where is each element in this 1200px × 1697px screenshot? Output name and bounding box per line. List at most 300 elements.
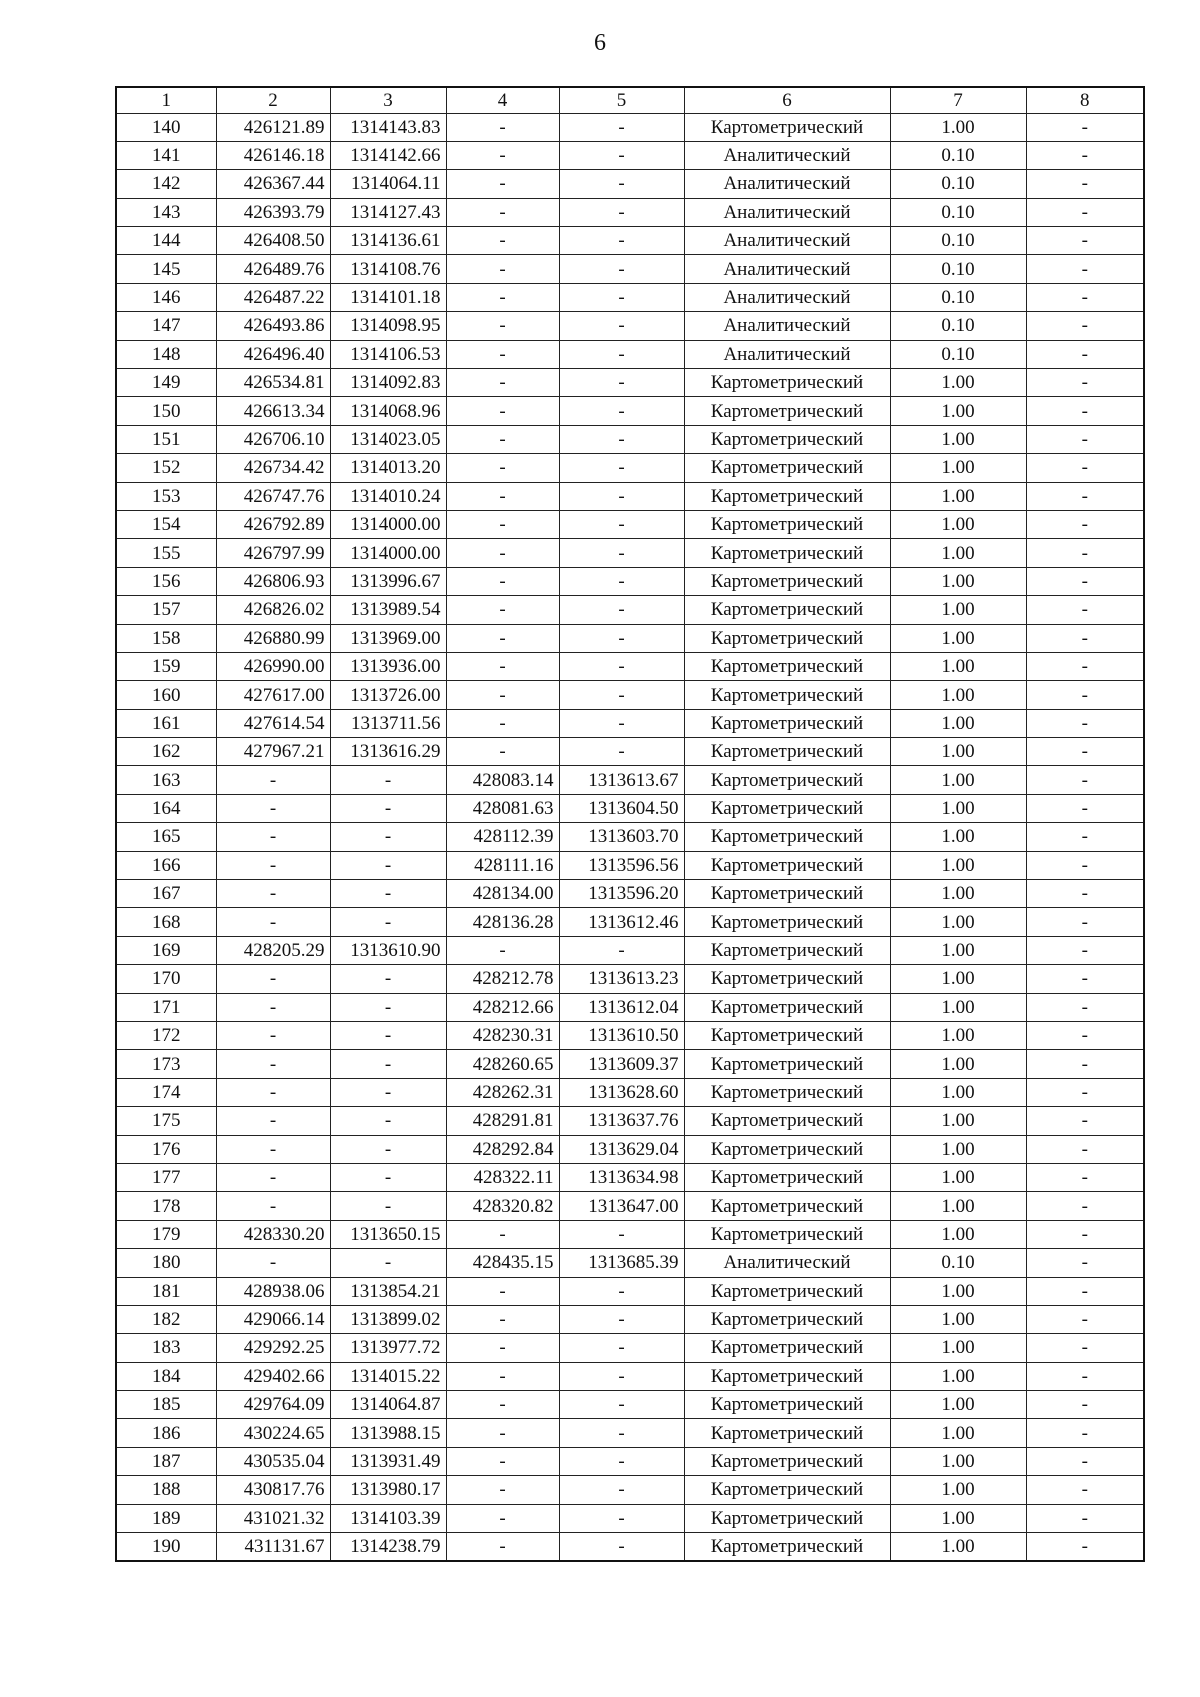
- cell-method: Картометрический: [684, 1078, 890, 1106]
- cell-x-coord-1: -: [216, 1249, 330, 1277]
- cell-x-coord-1: -: [216, 1078, 330, 1106]
- cell-y-coord-2: -: [559, 198, 684, 226]
- cell-x-coord-1: 426496.40: [216, 340, 330, 368]
- cell-x-coord-1: -: [216, 851, 330, 879]
- cell-y-coord-2: -: [559, 1334, 684, 1362]
- cell-x-coord-1: -: [216, 766, 330, 794]
- cell-y-coord-2: -: [559, 283, 684, 311]
- cell-method: Картометрический: [684, 1022, 890, 1050]
- cell-note: -: [1026, 482, 1144, 510]
- cell-x-coord-1: 429066.14: [216, 1305, 330, 1333]
- cell-x-coord-1: 427617.00: [216, 681, 330, 709]
- cell-x-coord-2: -: [446, 482, 559, 510]
- cell-note: -: [1026, 681, 1144, 709]
- cell-x-coord-1: -: [216, 908, 330, 936]
- table-row: [116, 766, 1144, 794]
- cell-note: -: [1026, 1050, 1144, 1078]
- cell-y-coord-1: 1314103.39: [330, 1504, 446, 1532]
- cell-accuracy: 1.00: [890, 851, 1026, 879]
- cell-x-coord-2: 428322.11: [446, 1163, 559, 1191]
- cell-method: Картометрический: [684, 1362, 890, 1390]
- cell-y-coord-2: -: [559, 141, 684, 169]
- table-row: [116, 567, 1144, 595]
- cell-point-number: 144: [116, 227, 216, 255]
- cell-y-coord-1: 1314015.22: [330, 1362, 446, 1390]
- cell-x-coord-2: 428083.14: [446, 766, 559, 794]
- cell-point-number: 167: [116, 880, 216, 908]
- page-number: 6: [594, 30, 606, 56]
- cell-accuracy: 0.10: [890, 227, 1026, 255]
- cell-x-coord-1: 426487.22: [216, 283, 330, 311]
- cell-y-coord-2: -: [559, 340, 684, 368]
- cell-y-coord-1: 1314238.79: [330, 1533, 446, 1561]
- table-row: [116, 170, 1144, 198]
- cell-x-coord-1: 430224.65: [216, 1419, 330, 1447]
- cell-note: -: [1026, 1163, 1144, 1191]
- cell-y-coord-1: 1313980.17: [330, 1476, 446, 1504]
- cell-point-number: 153: [116, 482, 216, 510]
- cell-point-number: 170: [116, 965, 216, 993]
- cell-accuracy: 1.00: [890, 624, 1026, 652]
- cell-accuracy: 1.00: [890, 596, 1026, 624]
- table-row: [116, 255, 1144, 283]
- table-row: [116, 510, 1144, 538]
- cell-accuracy: 1.00: [890, 766, 1026, 794]
- cell-point-number: 150: [116, 397, 216, 425]
- cell-accuracy: 1.00: [890, 1334, 1026, 1362]
- cell-note: -: [1026, 454, 1144, 482]
- table-row: [116, 1277, 1144, 1305]
- table-row: [116, 1533, 1144, 1561]
- column-header-1: 1: [116, 87, 216, 113]
- cell-x-coord-2: -: [446, 340, 559, 368]
- cell-accuracy: 1.00: [890, 425, 1026, 453]
- cell-y-coord-1: 1314142.66: [330, 141, 446, 169]
- cell-accuracy: 1.00: [890, 738, 1026, 766]
- cell-accuracy: 1.00: [890, 1163, 1026, 1191]
- cell-y-coord-1: 1314136.61: [330, 227, 446, 255]
- cell-accuracy: 1.00: [890, 369, 1026, 397]
- cell-y-coord-2: 1313596.20: [559, 880, 684, 908]
- cell-y-coord-1: -: [330, 1078, 446, 1106]
- cell-accuracy: 1.00: [890, 510, 1026, 538]
- table-row: [116, 283, 1144, 311]
- cell-y-coord-2: -: [559, 1305, 684, 1333]
- cell-point-number: 180: [116, 1249, 216, 1277]
- cell-accuracy: 1.00: [890, 1135, 1026, 1163]
- cell-y-coord-1: 1314000.00: [330, 510, 446, 538]
- cell-note: -: [1026, 510, 1144, 538]
- cell-note: -: [1026, 851, 1144, 879]
- cell-note: -: [1026, 965, 1144, 993]
- cell-method: Аналитический: [684, 170, 890, 198]
- cell-accuracy: 0.10: [890, 340, 1026, 368]
- table-row: [116, 113, 1144, 141]
- cell-method: Картометрический: [684, 652, 890, 680]
- cell-accuracy: 1.00: [890, 454, 1026, 482]
- cell-point-number: 158: [116, 624, 216, 652]
- column-header-2: 2: [216, 87, 330, 113]
- table-row: [116, 1163, 1144, 1191]
- cell-accuracy: 1.00: [890, 1419, 1026, 1447]
- cell-y-coord-2: -: [559, 312, 684, 340]
- cell-x-coord-2: 428230.31: [446, 1022, 559, 1050]
- table-row: [116, 1220, 1144, 1248]
- table-row: [116, 454, 1144, 482]
- cell-point-number: 160: [116, 681, 216, 709]
- cell-point-number: 183: [116, 1334, 216, 1362]
- cell-y-coord-2: -: [559, 1533, 684, 1561]
- cell-y-coord-2: -: [559, 227, 684, 255]
- cell-x-coord-1: 430817.76: [216, 1476, 330, 1504]
- cell-x-coord-2: -: [446, 283, 559, 311]
- cell-x-coord-2: -: [446, 255, 559, 283]
- cell-x-coord-2: -: [446, 1419, 559, 1447]
- cell-point-number: 152: [116, 454, 216, 482]
- cell-x-coord-2: -: [446, 1504, 559, 1532]
- cell-accuracy: 1.00: [890, 1220, 1026, 1248]
- cell-x-coord-1: -: [216, 794, 330, 822]
- cell-point-number: 161: [116, 709, 216, 737]
- cell-method: Картометрический: [684, 425, 890, 453]
- column-header-5: 5: [559, 87, 684, 113]
- cell-y-coord-1: -: [330, 880, 446, 908]
- table-row: [116, 908, 1144, 936]
- table-row: [116, 397, 1144, 425]
- cell-note: -: [1026, 283, 1144, 311]
- cell-accuracy: 1.00: [890, 397, 1026, 425]
- cell-x-coord-1: 426706.10: [216, 425, 330, 453]
- cell-method: Картометрический: [684, 1107, 890, 1135]
- cell-y-coord-1: -: [330, 1135, 446, 1163]
- cell-x-coord-1: 431131.67: [216, 1533, 330, 1561]
- cell-y-coord-1: 1314064.87: [330, 1391, 446, 1419]
- cell-point-number: 177: [116, 1163, 216, 1191]
- column-header-6: 6: [684, 87, 890, 113]
- cell-x-coord-1: -: [216, 1022, 330, 1050]
- cell-method: Аналитический: [684, 198, 890, 226]
- cell-y-coord-2: -: [559, 709, 684, 737]
- cell-y-coord-1: 1314010.24: [330, 482, 446, 510]
- cell-y-coord-2: 1313612.04: [559, 993, 684, 1021]
- cell-y-coord-1: -: [330, 823, 446, 851]
- cell-point-number: 154: [116, 510, 216, 538]
- cell-y-coord-1: -: [330, 1249, 446, 1277]
- cell-x-coord-1: 426493.86: [216, 312, 330, 340]
- cell-accuracy: 1.00: [890, 1192, 1026, 1220]
- cell-method: Картометрический: [684, 510, 890, 538]
- cell-x-coord-1: -: [216, 1107, 330, 1135]
- cell-y-coord-2: 1313634.98: [559, 1163, 684, 1191]
- cell-x-coord-2: 428262.31: [446, 1078, 559, 1106]
- cell-x-coord-1: 429292.25: [216, 1334, 330, 1362]
- cell-point-number: 156: [116, 567, 216, 595]
- cell-x-coord-1: 426393.79: [216, 198, 330, 226]
- table-row: [116, 1135, 1144, 1163]
- table-header-row: [116, 87, 1144, 113]
- cell-accuracy: 1.00: [890, 1305, 1026, 1333]
- cell-method: Картометрический: [684, 1220, 890, 1248]
- cell-y-coord-2: -: [559, 738, 684, 766]
- cell-y-coord-1: 1313977.72: [330, 1334, 446, 1362]
- cell-x-coord-1: -: [216, 965, 330, 993]
- cell-point-number: 149: [116, 369, 216, 397]
- cell-point-number: 169: [116, 936, 216, 964]
- table-row: [116, 965, 1144, 993]
- cell-method: Картометрический: [684, 1533, 890, 1561]
- cell-y-coord-1: 1313854.21: [330, 1277, 446, 1305]
- cell-y-coord-1: -: [330, 1163, 446, 1191]
- cell-x-coord-1: 426534.81: [216, 369, 330, 397]
- cell-point-number: 178: [116, 1192, 216, 1220]
- cell-point-number: 162: [116, 738, 216, 766]
- cell-note: -: [1026, 823, 1144, 851]
- cell-method: Картометрический: [684, 596, 890, 624]
- cell-method: Аналитический: [684, 227, 890, 255]
- cell-note: -: [1026, 198, 1144, 226]
- cell-x-coord-1: 426990.00: [216, 652, 330, 680]
- cell-point-number: 185: [116, 1391, 216, 1419]
- table-row: [116, 369, 1144, 397]
- table-row: [116, 1305, 1144, 1333]
- cell-note: -: [1026, 312, 1144, 340]
- cell-note: -: [1026, 567, 1144, 595]
- cell-method: Аналитический: [684, 312, 890, 340]
- cell-y-coord-1: 1314101.18: [330, 283, 446, 311]
- cell-y-coord-1: -: [330, 965, 446, 993]
- cell-y-coord-1: 1314068.96: [330, 397, 446, 425]
- cell-x-coord-2: -: [446, 198, 559, 226]
- cell-x-coord-1: 426792.89: [216, 510, 330, 538]
- cell-y-coord-1: 1313996.67: [330, 567, 446, 595]
- cell-y-coord-2: -: [559, 1476, 684, 1504]
- cell-x-coord-2: -: [446, 567, 559, 595]
- cell-point-number: 171: [116, 993, 216, 1021]
- table-row: [116, 1391, 1144, 1419]
- cell-method: Картометрический: [684, 709, 890, 737]
- cell-accuracy: 1.00: [890, 1362, 1026, 1390]
- cell-method: Картометрический: [684, 1135, 890, 1163]
- cell-y-coord-1: 1313650.15: [330, 1220, 446, 1248]
- table-row: [116, 936, 1144, 964]
- cell-accuracy: 1.00: [890, 652, 1026, 680]
- cell-note: -: [1026, 993, 1144, 1021]
- cell-point-number: 147: [116, 312, 216, 340]
- cell-method: Картометрический: [684, 454, 890, 482]
- cell-note: -: [1026, 425, 1144, 453]
- cell-point-number: 146: [116, 283, 216, 311]
- cell-point-number: 186: [116, 1419, 216, 1447]
- cell-y-coord-1: 1313616.29: [330, 738, 446, 766]
- cell-x-coord-2: -: [446, 141, 559, 169]
- cell-point-number: 181: [116, 1277, 216, 1305]
- cell-note: -: [1026, 1533, 1144, 1561]
- cell-method: Картометрический: [684, 936, 890, 964]
- cell-y-coord-2: -: [559, 936, 684, 964]
- cell-method: Картометрический: [684, 1476, 890, 1504]
- cell-x-coord-2: -: [446, 1476, 559, 1504]
- cell-y-coord-1: -: [330, 1107, 446, 1135]
- cell-y-coord-2: -: [559, 425, 684, 453]
- cell-method: Картометрический: [684, 1163, 890, 1191]
- cell-y-coord-2: -: [559, 170, 684, 198]
- cell-y-coord-1: 1314000.00: [330, 539, 446, 567]
- cell-y-coord-2: 1313610.50: [559, 1022, 684, 1050]
- cell-note: -: [1026, 794, 1144, 822]
- table-row: [116, 482, 1144, 510]
- cell-note: -: [1026, 1419, 1144, 1447]
- cell-x-coord-1: 427967.21: [216, 738, 330, 766]
- cell-method: Картометрический: [684, 851, 890, 879]
- cell-y-coord-1: 1314106.53: [330, 340, 446, 368]
- cell-y-coord-2: -: [559, 567, 684, 595]
- cell-y-coord-2: -: [559, 1447, 684, 1475]
- cell-note: -: [1026, 766, 1144, 794]
- cell-method: Картометрический: [684, 1334, 890, 1362]
- cell-note: -: [1026, 1107, 1144, 1135]
- cell-x-coord-1: 426489.76: [216, 255, 330, 283]
- column-header-8: 8: [1026, 87, 1144, 113]
- cell-y-coord-1: 1314013.20: [330, 454, 446, 482]
- cell-x-coord-2: -: [446, 652, 559, 680]
- cell-method: Картометрический: [684, 993, 890, 1021]
- cell-method: Картометрический: [684, 567, 890, 595]
- cell-note: -: [1026, 596, 1144, 624]
- cell-y-coord-2: -: [559, 1220, 684, 1248]
- table-row: [116, 794, 1144, 822]
- cell-note: -: [1026, 1305, 1144, 1333]
- table-row: [116, 993, 1144, 1021]
- cell-accuracy: 1.00: [890, 1107, 1026, 1135]
- cell-point-number: 148: [116, 340, 216, 368]
- cell-method: Картометрический: [684, 1504, 890, 1532]
- cell-y-coord-1: -: [330, 766, 446, 794]
- cell-accuracy: 1.00: [890, 709, 1026, 737]
- cell-x-coord-1: -: [216, 1135, 330, 1163]
- coordinates-table: [115, 86, 1145, 1562]
- cell-y-coord-1: 1314064.11: [330, 170, 446, 198]
- cell-note: -: [1026, 1504, 1144, 1532]
- cell-x-coord-1: 426613.34: [216, 397, 330, 425]
- table-row: [116, 738, 1144, 766]
- cell-point-number: 173: [116, 1050, 216, 1078]
- cell-y-coord-1: -: [330, 993, 446, 1021]
- cell-y-coord-2: -: [559, 1277, 684, 1305]
- table-row: [116, 1362, 1144, 1390]
- cell-accuracy: 1.00: [890, 1504, 1026, 1532]
- cell-y-coord-1: -: [330, 794, 446, 822]
- cell-y-coord-1: 1314092.83: [330, 369, 446, 397]
- cell-accuracy: 1.00: [890, 539, 1026, 567]
- cell-x-coord-1: 426146.18: [216, 141, 330, 169]
- cell-method: Аналитический: [684, 283, 890, 311]
- cell-y-coord-2: -: [559, 454, 684, 482]
- cell-x-coord-1: 428205.29: [216, 936, 330, 964]
- cell-accuracy: 1.00: [890, 880, 1026, 908]
- cell-point-number: 157: [116, 596, 216, 624]
- cell-method: Картометрический: [684, 1277, 890, 1305]
- cell-method: Картометрический: [684, 1050, 890, 1078]
- cell-accuracy: 1.00: [890, 1022, 1026, 1050]
- table-row: [116, 539, 1144, 567]
- cell-accuracy: 1.00: [890, 1447, 1026, 1475]
- cell-x-coord-1: 426806.93: [216, 567, 330, 595]
- cell-point-number: 155: [116, 539, 216, 567]
- cell-y-coord-1: 1313989.54: [330, 596, 446, 624]
- cell-point-number: 142: [116, 170, 216, 198]
- cell-note: -: [1026, 340, 1144, 368]
- cell-method: Картометрический: [684, 539, 890, 567]
- cell-x-coord-2: -: [446, 1391, 559, 1419]
- cell-y-coord-2: -: [559, 596, 684, 624]
- cell-point-number: 143: [116, 198, 216, 226]
- cell-method: Картометрический: [684, 794, 890, 822]
- cell-y-coord-1: 1314108.76: [330, 255, 446, 283]
- cell-y-coord-1: -: [330, 1192, 446, 1220]
- cell-method: Картометрический: [684, 823, 890, 851]
- cell-y-coord-2: 1313628.60: [559, 1078, 684, 1106]
- table-row: [116, 1107, 1144, 1135]
- cell-point-number: 184: [116, 1362, 216, 1390]
- cell-accuracy: 1.00: [890, 482, 1026, 510]
- table-row: [116, 1504, 1144, 1532]
- cell-accuracy: 0.10: [890, 141, 1026, 169]
- cell-y-coord-1: 1313931.49: [330, 1447, 446, 1475]
- cell-accuracy: 1.00: [890, 794, 1026, 822]
- cell-method: Аналитический: [684, 141, 890, 169]
- table-row: [116, 425, 1144, 453]
- table-row: [116, 880, 1144, 908]
- cell-x-coord-2: 428212.78: [446, 965, 559, 993]
- cell-note: -: [1026, 170, 1144, 198]
- cell-y-coord-2: 1313647.00: [559, 1192, 684, 1220]
- cell-x-coord-2: -: [446, 113, 559, 141]
- table-row: [116, 709, 1144, 737]
- cell-method: Картометрический: [684, 113, 890, 141]
- table-row: [116, 1078, 1144, 1106]
- cell-x-coord-2: -: [446, 1362, 559, 1390]
- cell-point-number: 190: [116, 1533, 216, 1561]
- cell-x-coord-2: -: [446, 312, 559, 340]
- cell-x-coord-1: 426747.76: [216, 482, 330, 510]
- cell-x-coord-1: -: [216, 823, 330, 851]
- table-row: [116, 1192, 1144, 1220]
- cell-x-coord-2: -: [446, 936, 559, 964]
- cell-accuracy: 1.00: [890, 681, 1026, 709]
- cell-method: Картометрический: [684, 908, 890, 936]
- cell-y-coord-2: -: [559, 539, 684, 567]
- cell-note: -: [1026, 652, 1144, 680]
- cell-y-coord-2: 1313596.56: [559, 851, 684, 879]
- cell-x-coord-2: 428136.28: [446, 908, 559, 936]
- cell-y-coord-1: 1314143.83: [330, 113, 446, 141]
- cell-x-coord-2: -: [446, 738, 559, 766]
- cell-note: -: [1026, 113, 1144, 141]
- cell-note: -: [1026, 1334, 1144, 1362]
- cell-accuracy: 1.00: [890, 1277, 1026, 1305]
- cell-x-coord-1: 429764.09: [216, 1391, 330, 1419]
- cell-method: Картометрический: [684, 624, 890, 652]
- cell-x-coord-2: 428260.65: [446, 1050, 559, 1078]
- cell-y-coord-2: -: [559, 510, 684, 538]
- cell-y-coord-1: -: [330, 1022, 446, 1050]
- cell-x-coord-2: -: [446, 170, 559, 198]
- cell-method: Картометрический: [684, 397, 890, 425]
- table-row: [116, 1476, 1144, 1504]
- cell-x-coord-1: -: [216, 1192, 330, 1220]
- cell-accuracy: 1.00: [890, 936, 1026, 964]
- table-row: [116, 1249, 1144, 1277]
